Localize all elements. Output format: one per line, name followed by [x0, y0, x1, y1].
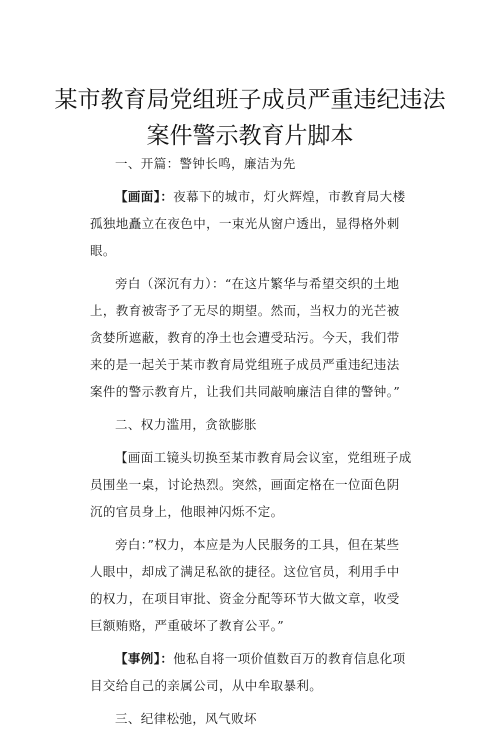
section-heading-text: 三、纪律松弛，风气败坏 — [115, 711, 257, 726]
document-body — [90, 150, 412, 738]
paragraph-text: 他私自将一项价值数百万的教育信息化项目交给自己的亲属公司，从中牟取暴利。 — [90, 651, 406, 693]
paragraph — [90, 270, 412, 405]
document-title-line-2: 案件警示教育片脚本 — [146, 123, 354, 149]
paragraph — [90, 444, 412, 525]
paragraph-text: 旁白（深沉有力）：“在这片繁华与希望交织的土地上，教育被寄予了无尽的期望。然而，当权力的光芒被贪婪所遮蔽，教育的净土也会遭受玷污。今天，我们带来的是一起关于某市教育局党组班子成员严重违纪违法案件的警示教育片，让我们共同敲响廉洁自律的警钟。” — [90, 276, 401, 399]
section-heading — [90, 150, 412, 177]
paragraph — [90, 183, 412, 264]
section-heading-text: 二、权力滥用，贪欲膨胀 — [115, 417, 257, 432]
paragraph-text: 夜幕下的城市，灯火辉煌，市教育局大楼孤独地矗立在夜色中，一束光从窗户透出，显得格外刺眼。 — [90, 189, 406, 258]
paragraph-tag: 【事例】： — [115, 651, 174, 666]
paragraph — [90, 645, 412, 699]
paragraph-text: 【画面工镜头切换至某市教育局会议室，党组班子成员围坐一桌，讨论热烈。突然，画面定格在一位面色阴沉的官员身上，他眼神闪烁不定。 — [90, 450, 412, 519]
paragraph-text: 旁白：”权力，本应是为人民服务的工具，但在某些人眼中，却成了满足私欲的捷径。这位官员，利用手中的权力，在项目审批、资金分配等环节大做文章，收受巨额贿赂，严重破坏了教育公平。” — [90, 537, 400, 633]
paragraph — [90, 531, 412, 639]
section-heading — [90, 705, 412, 732]
document-title-line-1: 某市教育局党组班子成员严重违纪违法 — [54, 87, 446, 113]
section-heading-text: 一、开篇：警钟长鸣，廉洁为先 — [115, 156, 296, 171]
section-heading — [90, 411, 412, 438]
paragraph-tag: 【画面】： — [115, 189, 174, 204]
